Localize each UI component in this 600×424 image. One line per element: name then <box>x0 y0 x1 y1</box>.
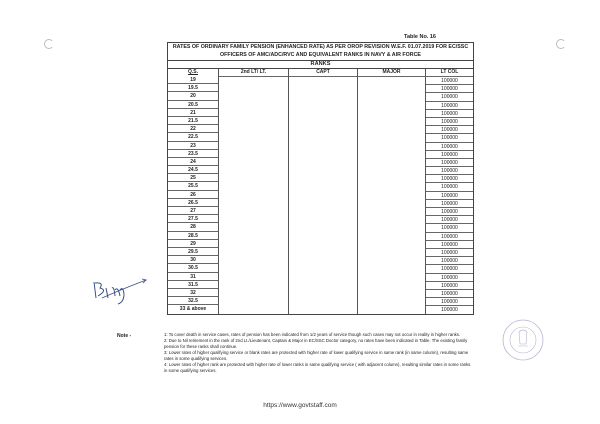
qs-cell: 24.5 <box>168 166 218 174</box>
qs-cell: 23 <box>168 142 218 150</box>
qs-cell: 23.5 <box>168 150 218 158</box>
table-number: Table No. 16 <box>404 34 436 40</box>
handwritten-signature <box>90 276 150 311</box>
qs-cell: 19.5 <box>168 84 218 92</box>
lt-col-rate-cell: 100000 <box>426 118 473 126</box>
empty-cells <box>358 77 425 314</box>
lt-col-rate-cell: 100000 <box>426 85 473 93</box>
qs-cell: 27.5 <box>168 215 218 223</box>
pension-table <box>167 42 474 315</box>
qs-cell: 21 <box>168 109 218 117</box>
lt-col-rate-cell: 100000 <box>426 175 473 183</box>
official-seal-stamp <box>500 318 546 367</box>
qs-cell: 28 <box>168 223 218 231</box>
qs-cell: 29 <box>168 240 218 248</box>
column-lt-col <box>426 69 473 314</box>
note-4: 4: Lower rates of higher rank are protected with higher rate of lower ranks in same qualifying service ( with adjacent column), resulting similar rates in some ranks in some qualifying services. <box>164 362 471 373</box>
table-title: RATES OF ORDINARY FAMILY PENSION (ENHANCED RATE) AS PER OROP REVISION W.E.F. 01.07.2019 FOR EC/SSC OFFICERS OF AMC/ADC/RVC AND EQUIVALENT RANKS IN NAVY & AIR FORCE <box>168 43 473 61</box>
column-header-qs: Q.S. <box>187 69 198 75</box>
lt-col-rate-cell: 100000 <box>441 307 458 314</box>
lt-col-rate-cell: 100000 <box>426 241 473 249</box>
lt-col-rate-cell: 100000 <box>426 126 473 134</box>
column-major <box>358 69 426 314</box>
lt-col-rate-cell: 100000 <box>426 159 473 167</box>
lt-col-rate-cell: 100000 <box>426 192 473 200</box>
qs-cell: 22 <box>168 125 218 133</box>
qs-cell: 33 & above <box>179 306 207 313</box>
lt-col-rate-cell: 100000 <box>426 274 473 282</box>
qs-cell: 31.5 <box>168 281 218 289</box>
qs-cell: 19 <box>168 76 218 84</box>
lt-col-rate-cell: 100000 <box>426 298 473 306</box>
lt-col-rate-cell: 100000 <box>426 216 473 224</box>
lt-col-rate-cell: 100000 <box>426 282 473 290</box>
punch-hole-left <box>44 39 54 49</box>
qs-cell: 32.5 <box>168 297 218 305</box>
qs-cell: 28.5 <box>168 232 218 240</box>
column-header-lt-col: LT COL <box>426 69 473 77</box>
empty-cells <box>289 77 357 314</box>
qs-cell: 32 <box>168 289 218 297</box>
column-header-major: MAJOR <box>358 69 425 77</box>
lt-col-rate-cell: 100000 <box>426 265 473 273</box>
lt-col-rate-cell: 100000 <box>426 224 473 232</box>
ranks-header: RANKS <box>168 61 473 69</box>
notes <box>164 332 474 374</box>
lt-col-rate-cell: 100000 <box>426 208 473 216</box>
qs-cell: 24 <box>168 158 218 166</box>
note-2: 2: Due to Nil retirement in the rank of 2nd Lt./Lieutenant, Captain & Major in EC/SSC Doctor category, no rates have been indicated in Table. The existing family pension for these ranks shall continue. <box>164 338 468 349</box>
lt-col-rate-cell: 100000 <box>426 167 473 175</box>
column-capt <box>289 69 358 314</box>
lt-col-rate-cell: 100000 <box>426 143 473 151</box>
qs-cell: 26.5 <box>168 199 218 207</box>
punch-hole-right <box>556 39 566 49</box>
qs-cell: 27 <box>168 207 218 215</box>
lt-col-rate-cell: 100000 <box>426 257 473 265</box>
lt-col-rate-cell: 100000 <box>426 102 473 110</box>
lt-col-rate-cell: 100000 <box>426 183 473 191</box>
lt-col-rate-cell: 100000 <box>426 93 473 101</box>
lt-col-rate-cell: 100000 <box>426 77 473 85</box>
column-header-capt: CAPT <box>289 69 357 77</box>
table-grid <box>168 69 473 314</box>
qs-cell: 30.5 <box>168 264 218 272</box>
source-url[interactable]: https://www.govtstaff.com <box>263 402 337 409</box>
qs-cell: 26 <box>168 191 218 199</box>
qs-cell: 20 <box>168 92 218 100</box>
lt-col-rate-cell: 100000 <box>426 249 473 257</box>
qs-cell: 31 <box>168 273 218 281</box>
column-header-2nd-lt: 2nd LT/ LT. <box>219 69 288 77</box>
qs-cell: 30 <box>168 256 218 264</box>
empty-cells <box>219 77 288 314</box>
qs-cell: 22.5 <box>168 133 218 141</box>
lt-col-rate-cell: 100000 <box>426 233 473 241</box>
qs-cell: 21.5 <box>168 117 218 125</box>
column-2nd-lt <box>219 69 289 314</box>
note-label: Note - <box>117 333 132 339</box>
qs-cell: 29.5 <box>168 248 218 256</box>
qs-cell: 25.5 <box>168 182 218 190</box>
lt-col-rate-cell: 100000 <box>426 151 473 159</box>
lt-col-rate-cell: 100000 <box>426 200 473 208</box>
note-1: 1: To cover death in service cases, rates of pension has been indicated from 1/2 years of service though such cases may not occur in reality in higher ranks. <box>164 332 461 337</box>
qs-cell: 25 <box>168 174 218 182</box>
note-3: 3: Lower rates of higher qualifying service or blank rates are protected with higher rate of lower qualifying service in same rank (in same column), resulting same rates in some qualifying services. <box>164 350 469 361</box>
lt-col-rate-cell: 100000 <box>426 134 473 142</box>
lt-col-rate-cell: 100000 <box>426 290 473 298</box>
column-qs <box>168 69 219 314</box>
lt-col-rate-cell: 100000 <box>426 110 473 118</box>
qs-cell: 20.5 <box>168 101 218 109</box>
